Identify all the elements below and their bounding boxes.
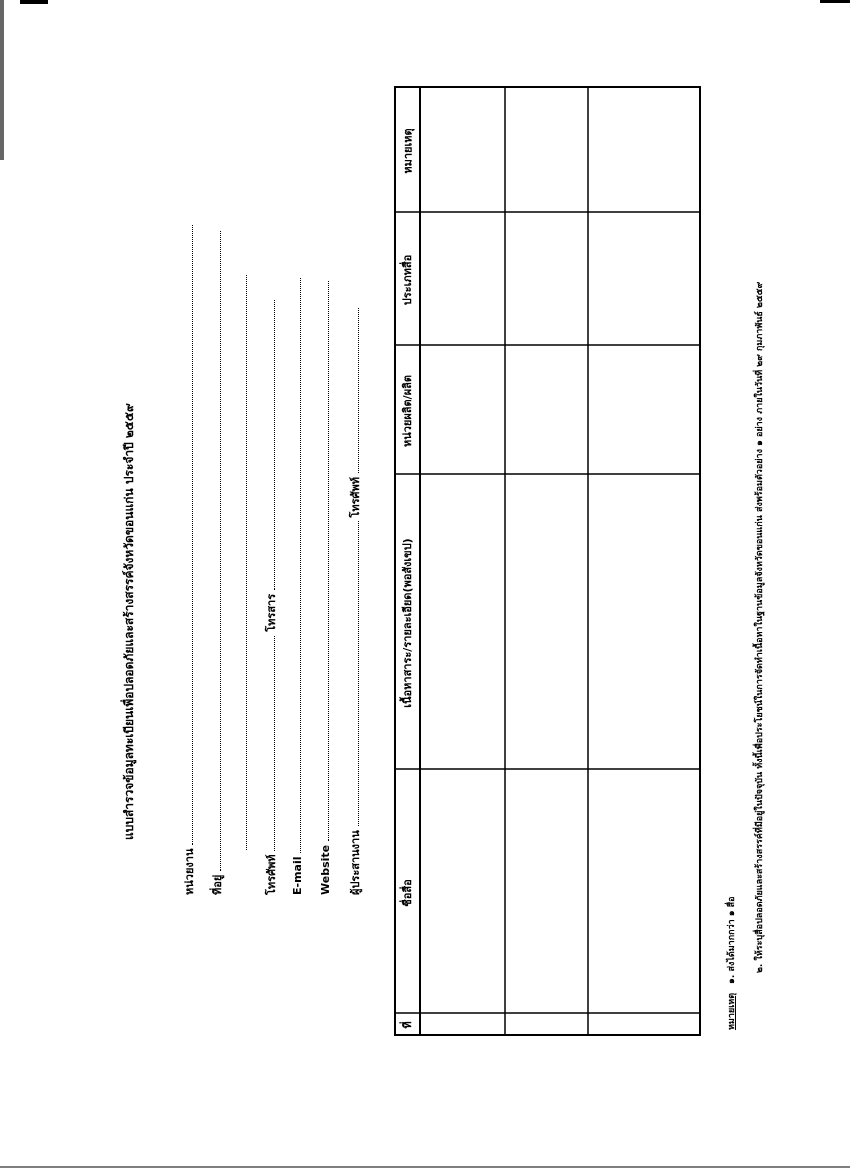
- note-label: หมายเหตุ: [727, 992, 737, 1030]
- note-2: [752, 282, 766, 973]
- header-media-type: ประเภทสื่อ: [401, 254, 414, 306]
- header-media-name: ชื่อสื่อ: [401, 879, 414, 907]
- field-coordinator-phone-label: โทรศัพท์: [349, 477, 362, 518]
- field-agency-label: หน่วยงาน: [183, 848, 196, 895]
- field-address-label: ที่อยู่: [211, 874, 224, 895]
- table-border: [395, 87, 700, 1035]
- note-line-2: ๒. ให้ระบุสื่อปลอดภัยและสร้างสรรค์ที่มีอยู่ในปัจจุบัน ทั้งนี้เพื่อประโยชน์ในการจัดทำเนื้อหาในฐานข้อมูลจังหวัดขอนแก่น ส่งพร้อมตัวอย่าง ๑ อย่าง ภายในวันที่ ๒๙ กุมภาพันธ์ ๒๕๕๙: [755, 281, 765, 973]
- field-phone-label: โทรศัพท์: [265, 854, 278, 895]
- field-coordinator-label: ผู้ประสานงาน: [349, 830, 362, 895]
- field-fax-label: โทรสาร: [265, 593, 278, 632]
- header-remarks: หมายเหตุ: [401, 128, 415, 174]
- field-website-label: Website: [319, 844, 332, 895]
- header-producer: หน่วยผลิต/ผลิต: [401, 374, 414, 448]
- note-line-1: ๑. ส่งได้มากกว่า ๑ สื่อ: [727, 896, 737, 984]
- form-title: แบบสำรวจข้อมูลทะเบียนเพื่อปลอดภัยและสร้างสรรค์จังหวัดขอนแก่น ประจำปี ๒๕๕๙: [122, 403, 136, 840]
- field-email-label: E-mail: [291, 856, 304, 895]
- header-no: ที่: [401, 1021, 414, 1029]
- header-content-detail: เนื้อหาสาระ/รายละเอียด(พอสังเขป): [401, 538, 414, 708]
- note-1: [724, 896, 738, 1030]
